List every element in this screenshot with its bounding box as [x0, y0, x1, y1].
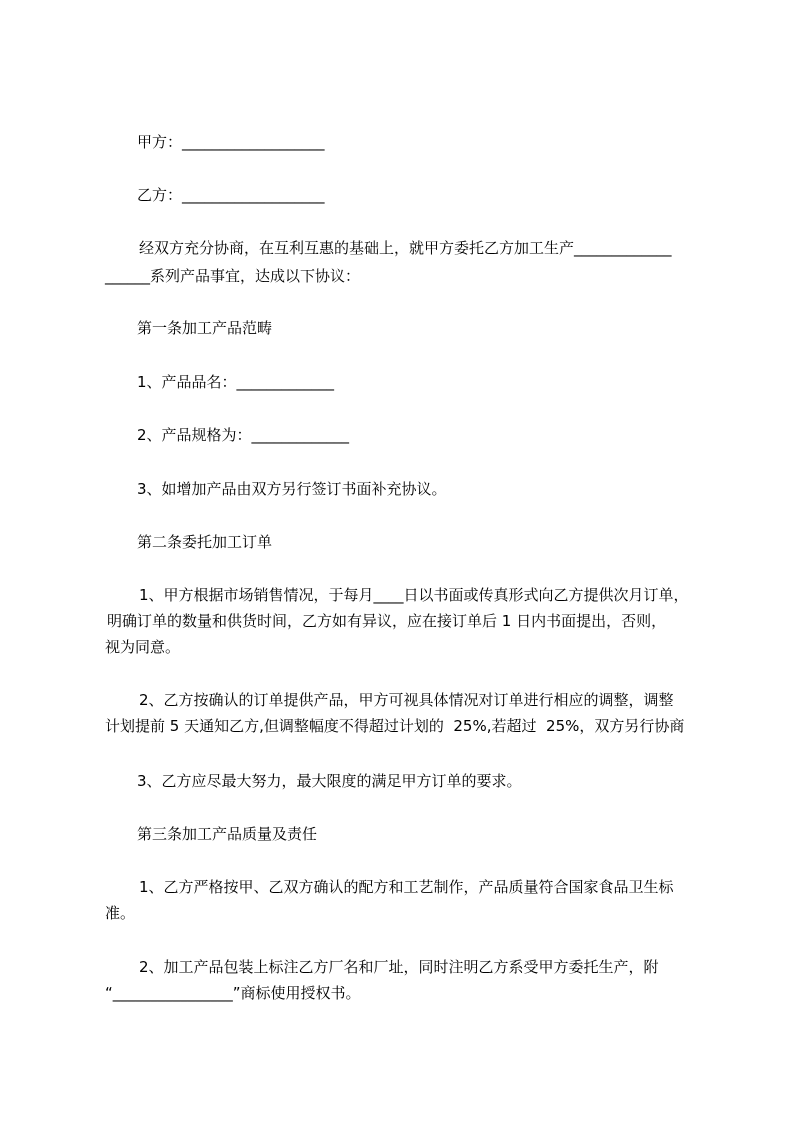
section-3-heading: 第三条加工产品质量及责任: [137, 825, 318, 843]
section-2-item-2-line-2: 计划提前 5 天通知乙方,但调整幅度不得超过计划的 25%,若超过 25%，双方另行协商: [105, 717, 685, 735]
section-3-item-2-line-2: “________________”商标使用授权书。: [105, 984, 361, 1002]
intro-line-2: ______系列产品事宜，达成以下协议：: [105, 267, 361, 285]
section-3-item-1-line-2: 准。: [105, 904, 136, 922]
section-2-item-2-line-1: 2、乙方按确认的订单提供产品，甲方可视具体情况对订单进行相应的调整，调整: [139, 691, 674, 709]
section-2-item-1-line-1: 1、甲方根据市场销售情况，于每月____日以书面或传真形式向乙方提供次月订单，: [139, 586, 689, 604]
section-1-item-3: 3、如增加产品由双方另行签订书面补充协议。: [137, 480, 447, 498]
party-b-line: 乙方：___________________: [137, 186, 325, 204]
section-2-item-1-line-2: 明确订单的数量和供货时间，乙方如有异议，应在接订单后 1 日内书面提出，否则，: [107, 612, 667, 630]
section-3-item-1-line-1: 1、乙方严格按甲、乙双方确认的配方和工艺制作，产品质量符合国家食品卫生标: [139, 878, 674, 896]
section-1-item-1: 1、产品品名：_____________: [137, 373, 335, 391]
section-2-heading: 第二条委托加工订单: [137, 533, 273, 551]
party-a-line: 甲方：___________________: [137, 133, 325, 151]
section-2-item-1-line-3: 视为同意。: [105, 638, 181, 656]
section-2-item-3: 3、乙方应尽最大努力，最大限度的满足甲方订单的要求。: [137, 772, 522, 790]
intro-line-1: 经双方充分协商，在互利互惠的基础上，就甲方委托乙方加工生产_____________: [139, 239, 672, 257]
section-3-item-2-line-1: 2、加工产品包装上标注乙方厂名和厂址，同时注明乙方系受甲方委托生产，附: [139, 958, 659, 976]
section-1-heading: 第一条加工产品范畴: [137, 319, 273, 337]
section-1-item-2: 2、产品规格为：_____________: [137, 426, 350, 444]
